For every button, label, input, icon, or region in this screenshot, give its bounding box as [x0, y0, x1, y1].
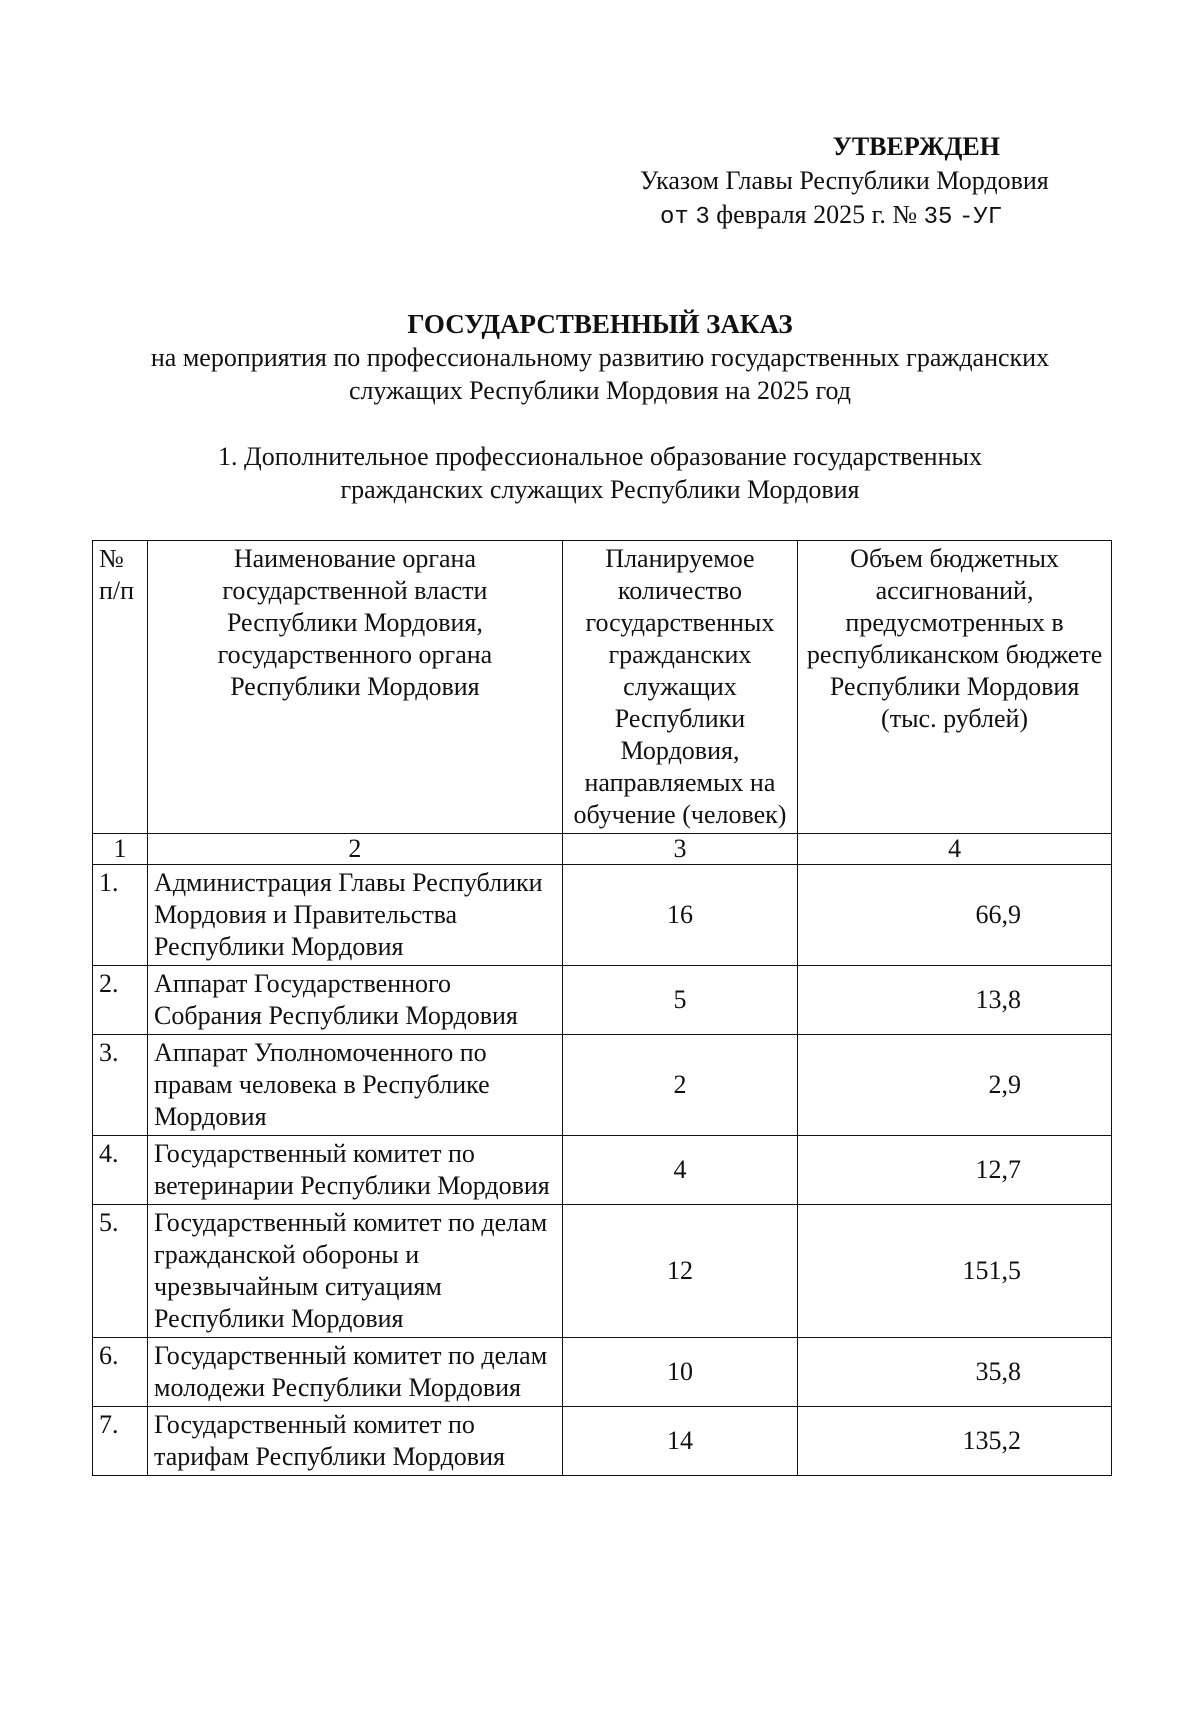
row-count: 14: [562, 1407, 797, 1476]
doc-number: 35: [923, 204, 953, 231]
row-amount: 151,5: [798, 1205, 1112, 1338]
row-count: 12: [562, 1205, 797, 1338]
row-organ-name: Администрация Главы Республики Мордовия и Правительства Республики Мордовия: [148, 865, 563, 966]
column-number: 2: [148, 834, 563, 865]
date-prefix: от: [660, 204, 689, 231]
row-organ-name: Аппарат Государственного Собрания Республики Мордовия: [148, 966, 563, 1035]
row-number: 1.: [93, 865, 148, 966]
row-amount: 12,7: [798, 1136, 1112, 1205]
document-subtitle-line1: на мероприятия по профессиональному развитию государственных гражданских: [150, 343, 1050, 372]
table-row: [93, 1338, 1112, 1407]
row-organ-name: Государственный комитет по тарифам Республики Мордовия: [148, 1407, 563, 1476]
row-count: 16: [562, 865, 797, 966]
column-number-row: [93, 834, 1112, 865]
section-title-line1: 1. Дополнительное профессиональное образование государственных: [218, 442, 982, 471]
approval-decree-line: Указом Главы Республики Мордовия: [640, 166, 1049, 195]
row-organ-name: Аппарат Уполномоченного по правам человека в Республике Мордовия: [148, 1035, 563, 1136]
header-planned-count: Планируемое количество государственных гражданских служащих Республики Мордовия, направляемых на обучение (человек): [562, 541, 797, 834]
column-number: 4: [798, 834, 1112, 865]
row-organ-name: Государственный комитет по делам молодежи Республики Мордовия: [148, 1338, 563, 1407]
row-number: 3.: [93, 1035, 148, 1136]
row-amount: 35,8: [798, 1338, 1112, 1407]
document-subtitle-line2: служащих Республики Мордовия на 2025 год: [349, 376, 851, 405]
approval-date-line: [640, 198, 1140, 235]
row-organ-name: Государственный комитет по делам гражданской обороны и чрезвычайным ситуациям Республики Мордовия: [148, 1205, 563, 1338]
row-count: 5: [562, 966, 797, 1035]
row-count: 4: [562, 1136, 797, 1205]
table-row: [93, 1205, 1112, 1338]
date-day: 3: [695, 204, 710, 231]
header-budget: Объем бюджетных ассигнований, предусмотренных в республиканском бюджете Республики Мордовия (тыс. рублей): [798, 541, 1112, 834]
row-number: 4.: [93, 1136, 148, 1205]
document-heading: [60, 308, 1140, 407]
order-table: [92, 540, 1112, 1476]
row-count: 10: [562, 1338, 797, 1407]
row-amount: 2,9: [798, 1035, 1112, 1136]
approval-title: УТВЕРЖДЕН: [832, 132, 1000, 161]
table-row: [93, 1136, 1112, 1205]
header-organ-name: Наименование органа государственной власти Республики Мордовия, государственного органа Республики Мордовия: [148, 541, 563, 834]
header-number: № п/п: [93, 541, 148, 834]
doc-suffix: -УГ: [958, 204, 1003, 231]
row-number: 6.: [93, 1338, 148, 1407]
approval-block: [640, 130, 1140, 235]
date-rest: февраля 2025 г. №: [716, 200, 918, 229]
table-row: [93, 1407, 1112, 1476]
row-count: 2: [562, 1035, 797, 1136]
column-number: 1: [93, 834, 148, 865]
row-organ-name: Государственный комитет по ветеринарии Республики Мордовия: [148, 1136, 563, 1205]
row-amount: 13,8: [798, 966, 1112, 1035]
row-amount: 135,2: [798, 1407, 1112, 1476]
document-title: ГОСУДАРСТВЕННЫЙ ЗАКАЗ: [407, 309, 793, 339]
table-body: [93, 834, 1112, 1476]
section-title-line2: гражданских служащих Республики Мордовия: [340, 475, 860, 504]
table-row: [93, 1035, 1112, 1136]
row-number: 5.: [93, 1205, 148, 1338]
row-amount: 66,9: [798, 865, 1112, 966]
table-header-row: [93, 541, 1112, 834]
column-number: 3: [562, 834, 797, 865]
row-number: 2.: [93, 966, 148, 1035]
table-row: [93, 865, 1112, 966]
table-row: [93, 966, 1112, 1035]
section-heading: [60, 440, 1140, 506]
row-number: 7.: [93, 1407, 148, 1476]
